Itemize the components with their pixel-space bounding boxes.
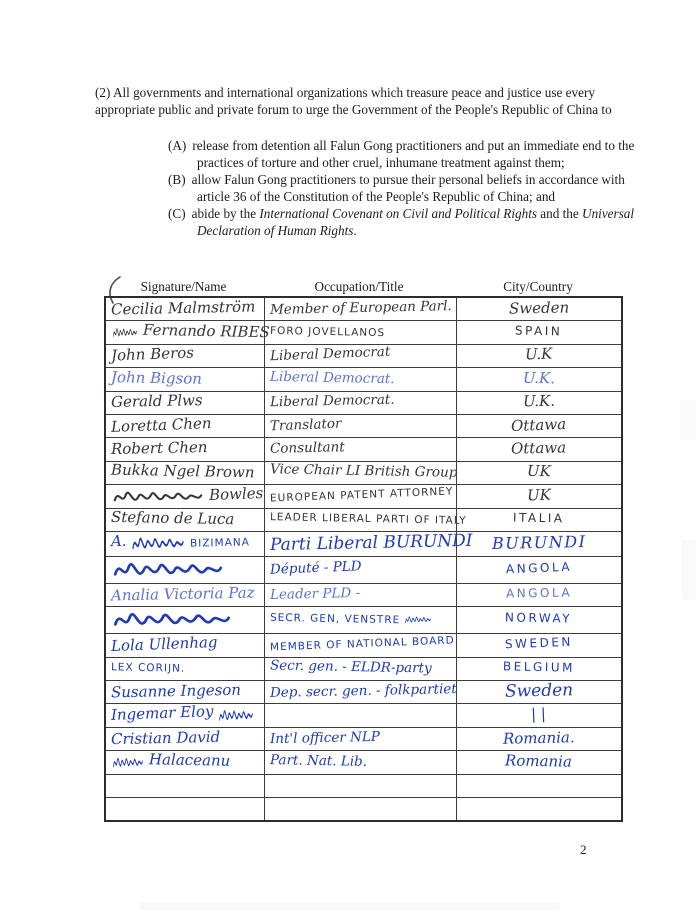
city-cell [456,391,622,414]
table-row [105,556,622,583]
table-row [105,461,622,484]
header-city-country: City/Country [503,279,573,294]
handwriting-text: Liberal Democrat. [269,391,395,411]
signature-cell [105,508,264,531]
handwriting-text: LEADER LIBERAL PARTI OF ITALY [269,510,467,527]
handwriting-text: UK [526,485,552,505]
clause-b [95,171,640,205]
handwriting-text: Député - PLD [269,558,362,579]
city-cell [456,556,622,583]
signature-cell [105,583,264,606]
header-signature-name: Signature/Name [140,279,227,294]
clause-c-text-pre: abide by the [191,206,260,221]
handwriting-text: FORO JOVELLANOS [269,324,385,339]
handwriting-text: Halaceanu [148,750,230,770]
table-row [105,485,622,508]
scan-smudge [680,400,696,440]
handwriting-text: Cristian David [110,727,221,748]
occupation-cell [264,634,456,657]
handwriting-text: MEMBER OF NATIONAL BOARD [269,634,455,655]
signature-cell [105,634,264,657]
handwriting-text: John Beros [110,343,195,366]
clause-a-text: release from detention all Falun Gong practitioners and put an immediate end to the practices of torture and other cruel, inhumane treatment against them; [192,138,635,170]
handwriting-text: Ingemar Eloy [110,701,214,724]
signature-cell [105,438,264,461]
occupation-cell [264,556,456,583]
clause-c-label: (C) [168,206,186,221]
signature-cell [105,774,264,797]
handwriting-text: NORWAY [505,610,573,626]
occupation-cell [264,438,456,461]
handwriting-text: Robert Chen [110,438,208,459]
table-row [105,727,622,750]
signature-table-wrap [104,296,623,822]
occupation-cell [264,391,456,414]
occupation-cell [264,368,456,391]
occupation-cell [264,485,456,508]
city-cell [456,321,622,344]
clause-c-italic-2: Universal Declaration of Human Rights [197,206,635,238]
table-header [104,279,621,295]
handwriting-text: Analia Victoria Paz [110,583,255,605]
signature-cell [105,297,264,321]
signature-cell [105,657,264,680]
occupation-cell [264,681,456,704]
occupation-cell [264,657,456,680]
signature-cell [105,607,264,634]
table-row [105,657,622,680]
handwriting-text: | | [530,704,547,724]
handwriting-text: Parti Liberal BURUNDI [269,530,473,556]
city-cell [456,798,622,822]
handwriting-text: Part. Nat. Lib. [269,752,367,770]
occupation-cell [264,751,456,774]
city-cell [456,657,622,680]
signature-cell [105,681,264,704]
handwriting-text: Loretta Chen [110,413,212,436]
handwriting-text: U.K [524,344,553,364]
handwriting-text: BURUNDI [491,531,587,553]
table-row [105,321,622,344]
city-cell [456,607,622,634]
table-row [105,583,622,606]
intro-paragraph: (2) All governments and international organizations which treasure peace and justice use every appropriate public and private forum to urge the Government of the People's Republic of China to [95,85,612,117]
signature-cell [105,461,264,484]
city-cell [456,485,622,508]
signature-table-body [105,297,622,821]
table-row [105,681,622,704]
table-row [105,508,622,531]
handwriting-text: BELGIUM [502,659,575,675]
handwriting-text: ITALIA [512,510,565,526]
handwriting-text: EUROPEAN PATENT ATTORNEY [269,485,454,505]
handwriting-text: BIZIMANA [189,536,250,550]
signature-cell [105,391,264,414]
occupation-cell [264,727,456,750]
table-row [105,391,622,414]
handwriting-text: Leader PLD - [269,584,360,603]
occupation-cell [264,607,456,634]
table-row [105,297,622,321]
signature-scribble [132,532,184,556]
occupation-cell [264,583,456,606]
handwriting-text: Secr. gen. - ELDR-party [269,657,432,677]
city-cell [456,438,622,461]
city-cell [456,297,622,321]
city-cell [456,344,622,367]
table-row [105,704,622,727]
occupation-cell [264,530,473,556]
table-row [105,634,622,657]
header-occupation-title: Occupation/Title [314,279,404,294]
handwriting-text: Member of European Parl. [269,297,452,318]
city-cell [456,774,622,797]
handwriting-text: Ottawa [511,438,567,458]
table-row [105,607,622,634]
handwriting-text: Liberal Democrat. [269,368,395,388]
signature-scribble [405,613,431,627]
city-cell [456,583,622,606]
occupation-cell [264,508,467,531]
city-cell [456,531,622,556]
signature-cell [105,556,264,583]
handwriting-text: SWEDEN [504,635,573,652]
handwriting-text: Ottawa [510,414,567,435]
occupation-cell [264,798,456,822]
handwriting-text: Fernando RIBES [142,320,270,341]
handwriting-text: A. [110,531,127,551]
clause-c-text-mid: and the [537,206,583,221]
signature-cell [105,701,264,727]
handwriting-text: Int'l officer NLP [269,728,380,747]
city-cell [456,414,622,437]
signature-scribble [219,705,253,727]
handwriting-text: LEX CORIJN. [110,661,186,675]
table-row [105,414,622,437]
handwriting-text: SPAIN [514,323,563,339]
handwriting-text: Bukka Ngel Brown [110,461,255,482]
signature-cell [105,485,264,508]
handwriting-text: Gerald Plws [110,391,203,412]
handwriting-text: Translator [269,415,342,435]
page-number: 2 [580,842,587,857]
handwriting-text: Consultant [269,439,345,457]
clause-c [95,205,640,239]
signature-cell [105,531,264,556]
city-cell [456,634,622,657]
city-cell [456,681,622,704]
signature-cell [105,414,264,437]
signature-cell [105,344,264,367]
city-cell [456,727,622,750]
signature-cell [105,320,270,344]
signature-cell [105,798,264,822]
handwriting-text: Liberal Democrat [269,344,391,365]
signature-scribble [113,324,137,342]
handwriting-text: UK [526,462,551,481]
occupation-cell [264,414,456,437]
occupation-cell [264,321,456,344]
handwriting-text: Lola Ullenhag [110,632,218,656]
petition-text-block [95,84,640,239]
city-cell [456,461,622,484]
occupation-cell [264,344,456,367]
occupation-cell [264,704,456,727]
signature-cell [105,751,264,774]
handwriting-text: Dep. secr. gen. - folkpartiet [269,680,457,701]
clause-c-italic-1: International Covenant on Civil and Political Rights [259,206,537,221]
table-row [105,774,622,797]
handwriting-text: Cecilia Malmström [110,297,256,319]
city-cell [456,704,622,727]
handwriting-text: Stefano de Luca [110,508,235,529]
occupation-cell [264,774,456,797]
scan-smudge [140,902,560,910]
clause-b-label: (B) [168,172,186,187]
clause-b-text: allow Falun Gong practitioners to pursue their personal beliefs in accordance with article 36 of the Constitution of the People's Republic of China; and [191,172,625,204]
clause-a [95,137,640,171]
handwriting-text: Bowles [208,483,264,504]
clause-a-label: (A) [168,138,187,153]
table-row [105,531,622,556]
handwriting-text: U.K. [522,368,555,388]
city-cell [456,368,622,391]
table-row [105,368,622,391]
handwriting-text: SECR. GEN, VENSTRE [269,612,400,627]
handwriting-text: Susanne Ingeson [110,680,242,702]
occupation-cell [264,461,456,484]
handwriting-text: Sweden [504,680,574,702]
signature-scribble [113,753,143,773]
signature-scribble [113,557,223,583]
handwriting-text: ANGOLA [505,585,572,601]
table-row [105,751,622,774]
signature-scribble [113,487,203,507]
signature-table [104,296,623,822]
city-cell [456,508,622,531]
handwriting-text: Romania. [502,727,575,748]
table-row [105,438,622,461]
handwriting-text: ANGOLA [505,559,573,577]
signature-cell [105,727,264,750]
table-row [105,798,622,822]
signature-scribble [113,607,231,633]
handwriting-text: John Bigson [110,367,203,388]
city-cell [456,751,622,774]
handwriting-text: U.K. [522,391,555,411]
handwriting-text: Vice Chair LI British Group [269,461,458,482]
signature-cell [105,368,264,391]
occupation-cell [264,297,456,321]
handwriting-text: Sweden [508,298,569,318]
table-row [105,344,622,367]
scan-smudge [682,540,696,600]
clause-c-text-post: . [353,223,357,238]
handwriting-text: Romania [505,751,573,771]
